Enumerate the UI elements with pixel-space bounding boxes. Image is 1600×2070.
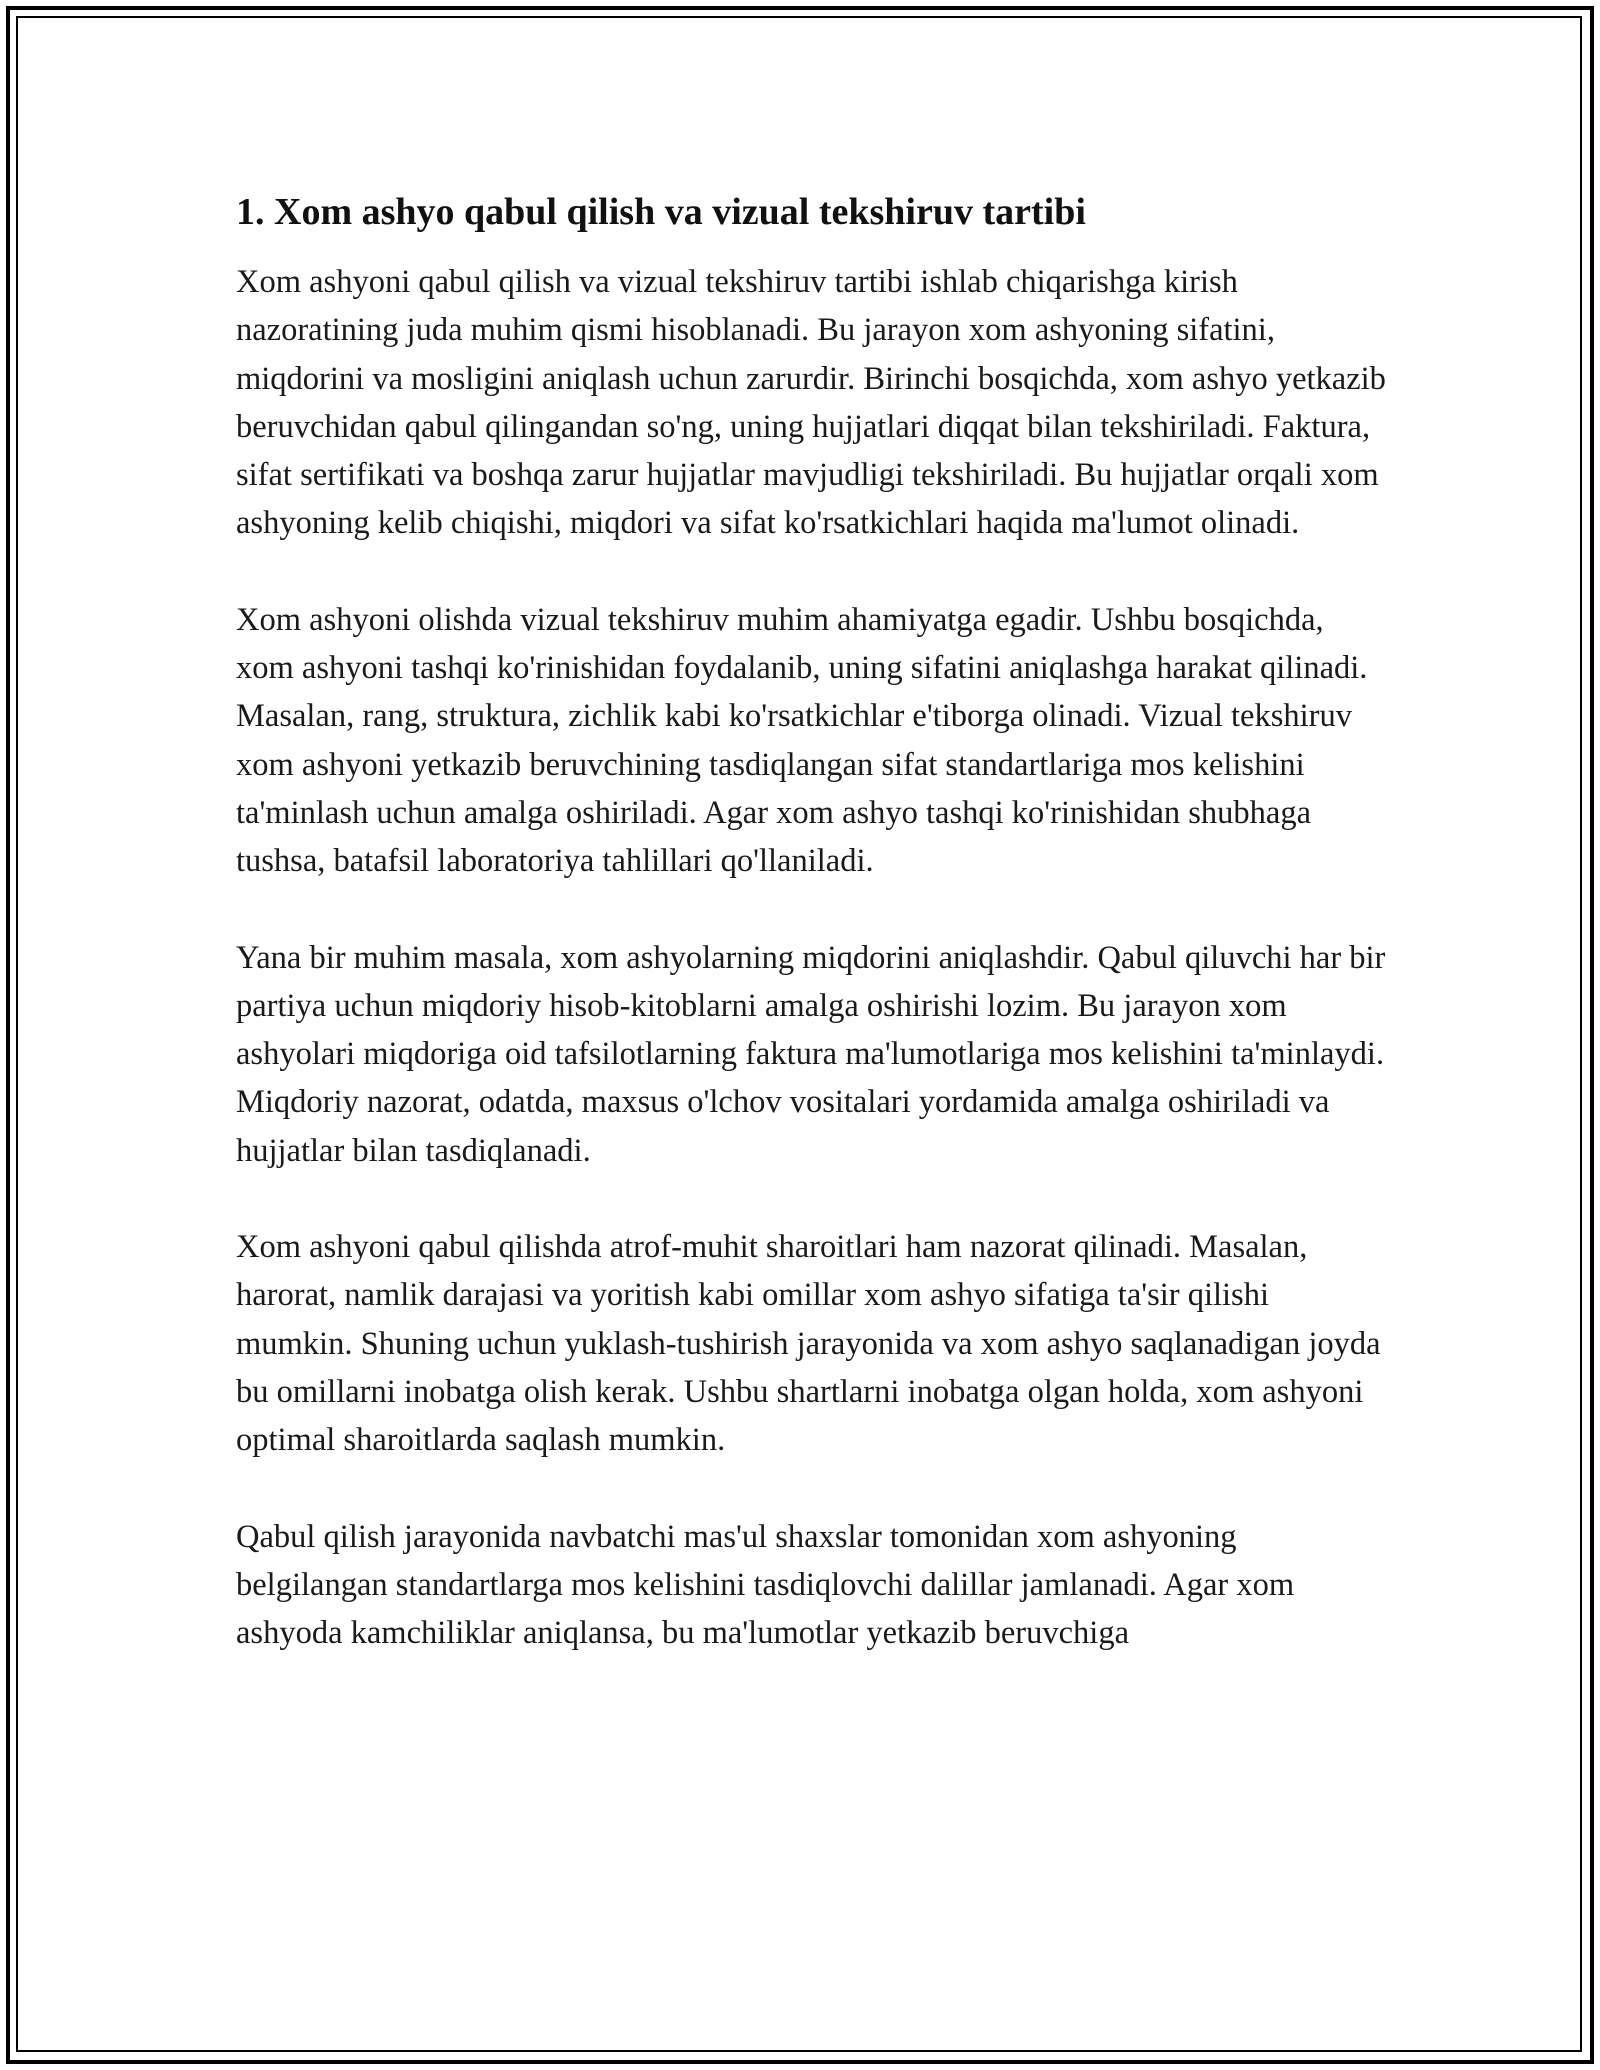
document-body (236, 186, 1386, 1705)
paragraph-4: Xom ashyoni qabul qilishda atrof-muhit sharoitlari ham nazorat qilinadi. Masalan, harorat, namlik darajasi va yoritish kabi omillar xom ashyo sifatiga ta'sir qilishi mumkin. Shuning uchun yuklash-tushirish jarayonida va xom ashyo saqlanadigan joyda bu omillarni inobatga olish kerak. Ushbu shartlarni inobatga olgan holda, xom ashyoni optimal sharoitlarda saqlash mumkin. (236, 1229, 1381, 1459)
paragraph-1: Xom ashyoni qabul qilish va vizual tekshiruv tartibi ishlab chiqarishga kirish nazoratining juda muhim qismi hisoblanadi. Bu jarayon xom ashyoning sifatini, miqdorini va mosligini aniqlash uchun zarurdir. Birinchi bosqichda, xom ashyo yetkazib beruvchidan qabul qilingandan so'ng, uning hujjatlari diqqat bilan tekshiriladi. Faktura, sifat sertifikati va boshqa zarur hujjatlar mavjudligi tekshiriladi. Bu hujjatlar orqali xom ashyoning kelib chiqishi, miqdori va sifat ko'rsatkichlari haqida ma'lumot olinadi. (236, 264, 1386, 542)
paragraph-5: Qabul qilish jarayonida navbatchi mas'ul shaxslar tomonidan xom ashyoning belgilangan standartlarga mos kelishini tasdiqlovchi dalillar jamlanadi. Agar xom ashyoda kamchiliklar aniqlansa, bu ma'lumotlar yetkazib beruvchiga (236, 1518, 1295, 1652)
paragraph-2: Xom ashyoni olishda vizual tekshiruv muhim ahamiyatga egadir. Ushbu bosqichda, xom ashyoni tashqi ko'rinishidan foydalanib, uning sifatini aniqlashga harakat qilinadi. Masalan, rang, struktura, zichlik kabi ko'rsatkichlar e'tiborga olinadi. Vizual tekshiruv xom ashyoni yetkazib beruvchining tasdiqlangan sifat standartlariga mos kelishini ta'minlash uchun amalga oshiriladi. Agar xom ashyo tashqi ko'rinishidan shubhaga tushsa, batafsil laboratoriya tahlillari qo'llaniladi. (236, 601, 1368, 880)
paragraph-3: Yana bir muhim masala, xom ashyolarning miqdorini aniqlashdir. Qabul qiluvchi har bir partiya uchun miqdoriy hisob-kitoblarni amalga oshirishi lozim. Bu jarayon xom ashyolari miqdoriga oid tafsilotlarning faktura ma'lumotlariga mos kelishini ta'minlaydi. Miqdoriy nazorat, odatda, maxsus o'lchov vositalari yordamida amalga oshiriladi va hujjatlar bilan tasdiqlanadi. (236, 939, 1386, 1169)
section-heading: 1. Xom ashyo qabul qilish va vizual tekshiruv tartibi (236, 191, 1086, 233)
